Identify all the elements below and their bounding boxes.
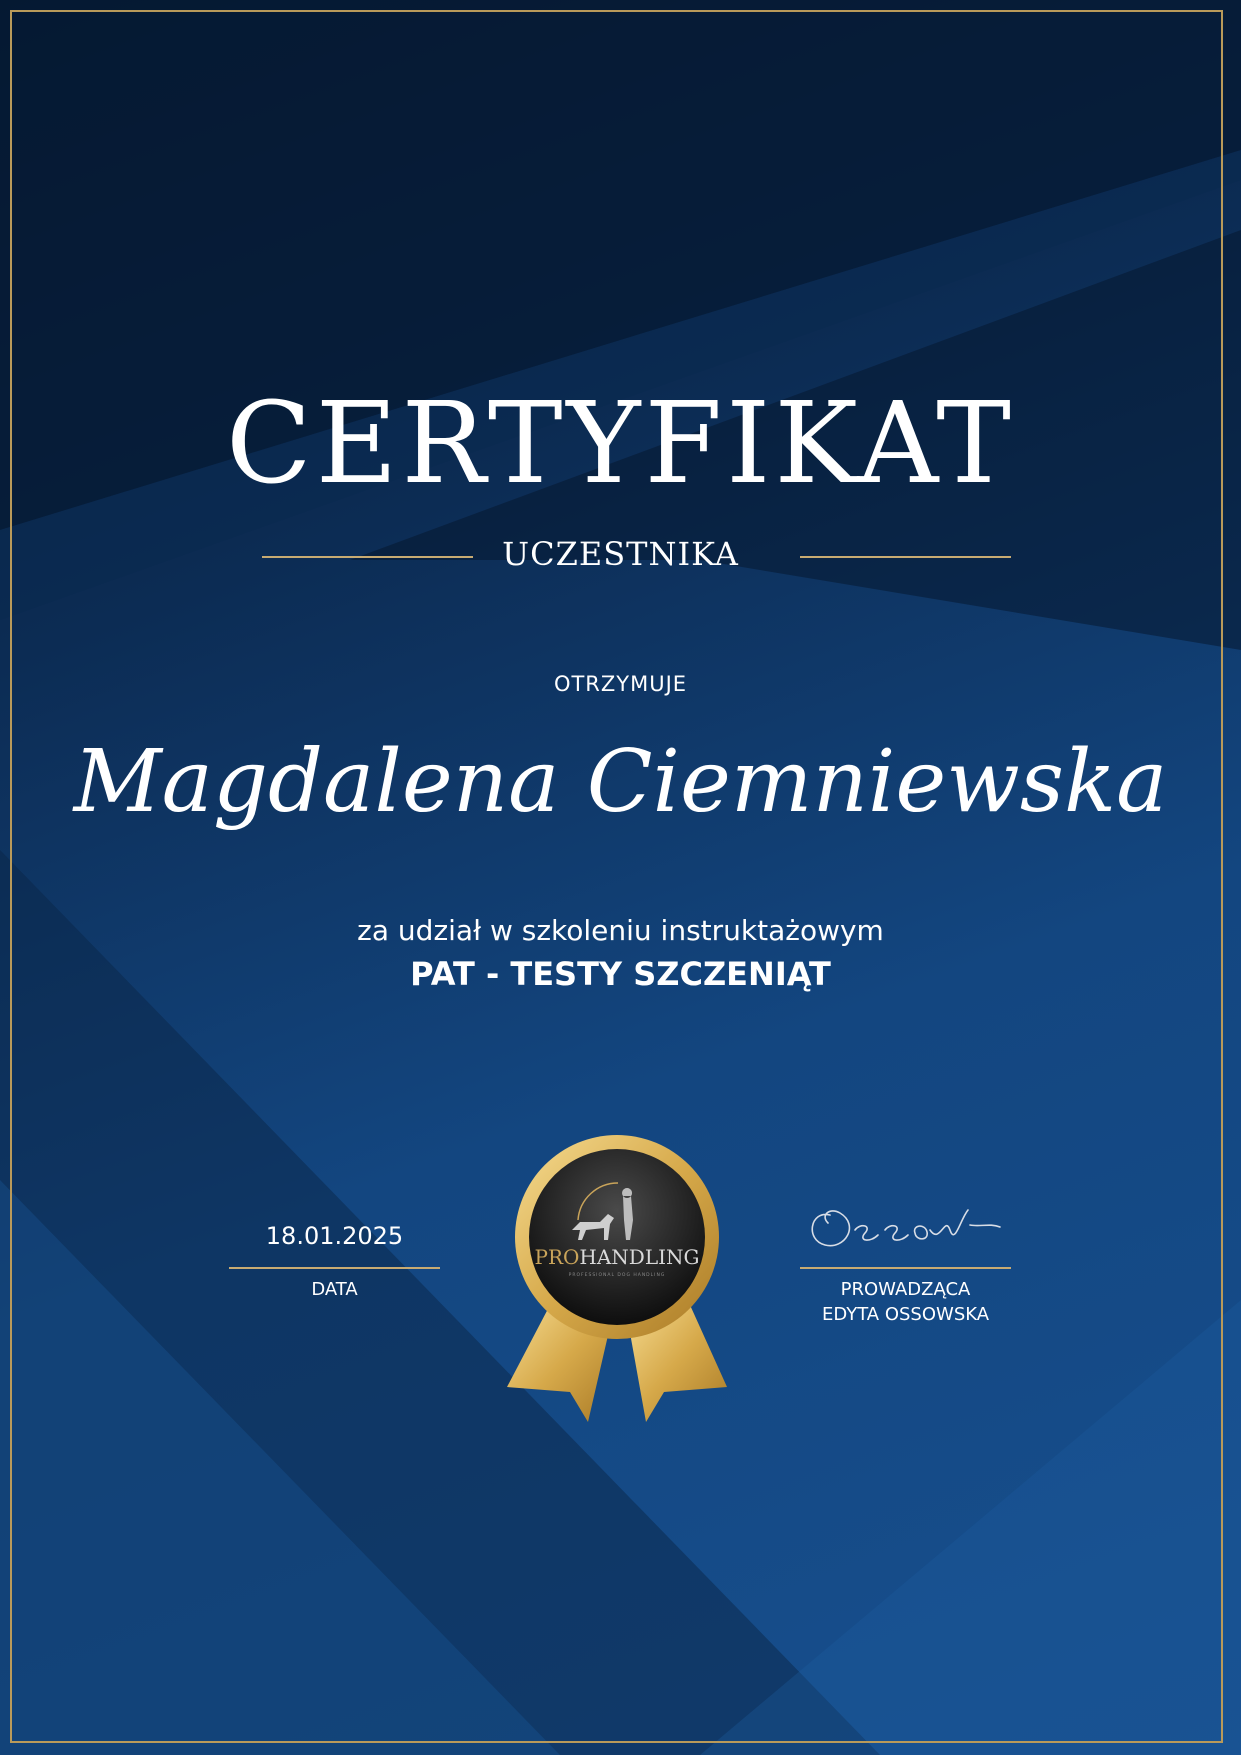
signature-underline [800, 1267, 1011, 1269]
certificate-subtitle: UCZESTNIKA [502, 535, 739, 573]
signature-image [800, 1185, 1011, 1260]
svg-text:PROHANDLING [535, 1245, 700, 1269]
certificate-title: CERTYFIKAT [226, 379, 1015, 509]
date-underline [229, 1267, 440, 1269]
prohandling-seal [500, 1130, 740, 1430]
date-label: DATA [311, 1279, 358, 1300]
lead-role: PROWADZĄCA [840, 1279, 971, 1300]
seal-brand-pro: PRO [534, 1245, 580, 1269]
seal-tagline: PROFESSIONAL DOG HANDLING [568, 1273, 666, 1278]
date-value: 18.01.2025 [265, 1222, 404, 1250]
seal-brand-handling: HANDLING [579, 1245, 700, 1269]
lead-name: EDYTA OSSOWSKA [821, 1304, 990, 1325]
subtitle-right-line [800, 556, 1011, 558]
course-name: PAT - TESTY SZCZENIĄT [410, 955, 831, 993]
receives-label: OTRZYMUJE [553, 672, 688, 696]
gold-border-frame [10, 10, 1223, 1743]
recipient-name: Magdalena Ciemniewska [73, 732, 1168, 832]
course-description: za udział w szkoleniu instruktażowym [357, 914, 884, 947]
